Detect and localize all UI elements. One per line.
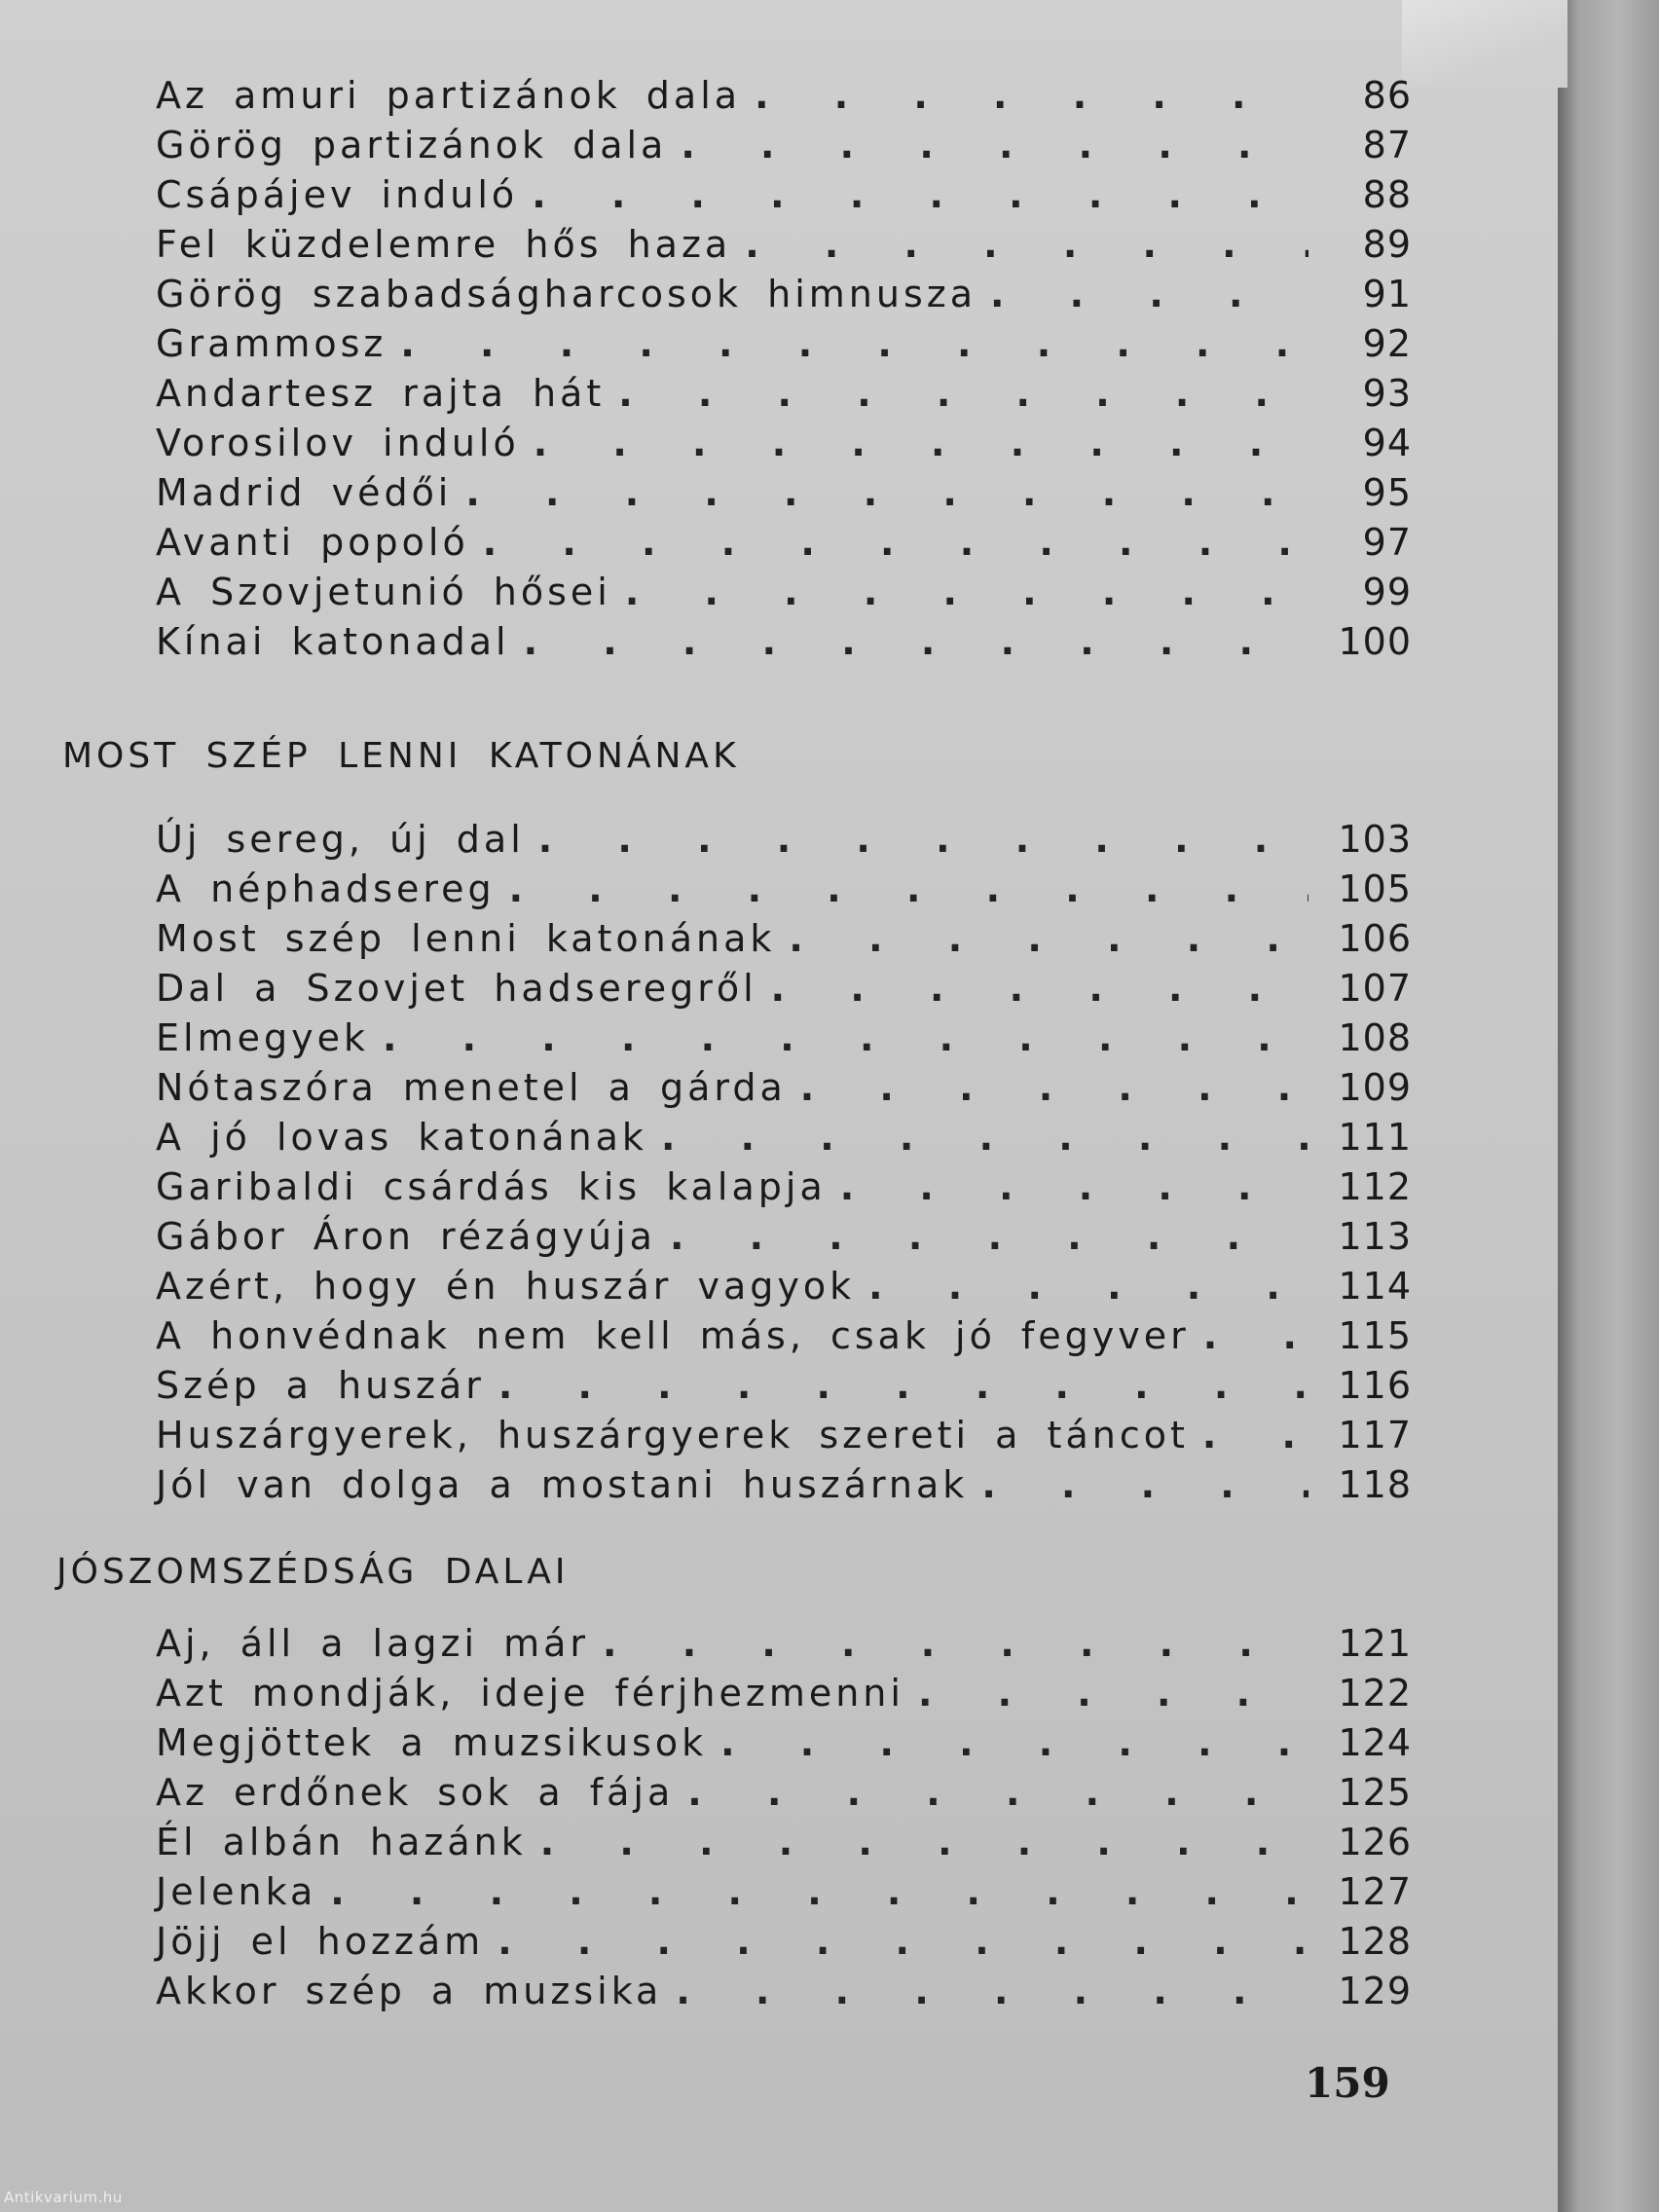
toc-entry: [156, 1215, 1412, 1264]
toc-entry: [156, 917, 1412, 966]
toc-entry-title: A honvédnak nem kell más, csak jó fegyver: [156, 1314, 1190, 1357]
toc-entry-title: Jól van dolga a mostani huszárnak: [156, 1463, 969, 1506]
toc-entry-title: Fel küzdelemre hős haza: [156, 223, 732, 266]
dot-leader: [800, 1066, 1309, 1109]
toc-entry-title: Akkor szép a muzsika: [156, 1970, 663, 2012]
dot-leader: [509, 867, 1309, 910]
toc-entry-title: Nótaszóra menetel a gárda: [156, 1066, 787, 1109]
dot-leader: [981, 1463, 1309, 1506]
toc-entry-page: 86: [1362, 74, 1412, 117]
dot-leader: [483, 521, 1309, 564]
dot-leader: [990, 273, 1309, 315]
toc-entry-page: 91: [1362, 273, 1412, 315]
dot-leader: [534, 422, 1309, 464]
toc-entry-page: 115: [1338, 1314, 1412, 1357]
toc-entry-page: 112: [1338, 1165, 1412, 1208]
toc-entry: [156, 1821, 1412, 1869]
toc-entry-title: Huszárgyerek, huszárgyerek szereti a táncot: [156, 1414, 1189, 1456]
toc-entry-page: 87: [1362, 124, 1412, 166]
toc-entry: [156, 1870, 1412, 1919]
toc-entry-title: Aj, áll a lagzi már: [156, 1622, 590, 1665]
toc-entry-title: Az erdőnek sok a fája: [156, 1771, 675, 1814]
toc-entry-page: 111: [1338, 1116, 1412, 1159]
toc-entry: [156, 1771, 1412, 1820]
toc-entry-title: Kínai katonadal: [156, 620, 510, 663]
dot-leader: [1202, 1414, 1309, 1456]
toc-entry-page: 108: [1338, 1016, 1412, 1059]
toc-entry-page: 126: [1338, 1821, 1412, 1863]
dot-leader: [383, 1016, 1309, 1059]
dot-leader: [330, 1870, 1309, 1913]
toc-entry: [156, 620, 1412, 669]
toc-entry-title: Most szép lenni katonának: [156, 917, 776, 960]
dot-leader: [498, 1920, 1309, 1963]
toc-entry-title: Azért, hogy én huszár vagyok: [156, 1265, 856, 1308]
toc-entry-page: 114: [1338, 1265, 1412, 1308]
dot-leader: [625, 571, 1309, 613]
section-heading: JÓSZOMSZÉDSÁG DALAI: [56, 1552, 570, 1592]
toc-entry-page: 117: [1338, 1414, 1412, 1456]
page-corner: [1402, 0, 1567, 88]
dot-leader: [400, 322, 1309, 365]
toc-entry-page: 127: [1338, 1870, 1412, 1913]
toc-entry: [156, 571, 1412, 619]
toc-entry-page: 129: [1338, 1970, 1412, 2012]
toc-entry: [156, 471, 1412, 520]
toc-entry-title: A Szovjetunió hősei: [156, 571, 611, 613]
toc-entry-title: Új sereg, új dal: [156, 818, 525, 861]
dot-leader: [676, 1970, 1309, 2012]
toc-entry-title: Szép a huszár: [156, 1364, 485, 1407]
toc-entry-title: Gábor Áron rézágyúja: [156, 1215, 656, 1258]
dot-leader: [538, 818, 1309, 861]
toc-entry-page: 105: [1338, 867, 1412, 910]
toc-entry: [156, 1265, 1412, 1313]
toc-entry-page: 93: [1362, 372, 1412, 415]
toc-entry: [156, 1364, 1412, 1413]
dot-leader: [755, 74, 1309, 117]
toc-entry-page: 116: [1338, 1364, 1412, 1407]
toc-entry-title: Madrid védői: [156, 471, 453, 514]
watermark: Antikvarium.hu: [4, 2189, 123, 2206]
toc-entry: [156, 521, 1412, 570]
toc-entry: [156, 1622, 1412, 1671]
toc-entry-page: 97: [1362, 521, 1412, 564]
toc-entry: [156, 422, 1412, 470]
toc-entry-page: 95: [1362, 471, 1412, 514]
toc-entry-page: 103: [1338, 818, 1412, 861]
toc-entry-page: 109: [1338, 1066, 1412, 1109]
toc-entry: [156, 1970, 1412, 2018]
toc-entry-page: 88: [1362, 173, 1412, 216]
dot-leader: [840, 1165, 1309, 1208]
toc-entry-title: Grammosz: [156, 322, 387, 365]
toc-entry: [156, 867, 1412, 916]
toc-entry-title: A néphadsereg: [156, 867, 496, 910]
dot-leader: [532, 173, 1309, 216]
toc-entry: [156, 273, 1412, 321]
toc-entry-title: Garibaldi csárdás kis kalapja: [156, 1165, 827, 1208]
page-number: 159: [1305, 2059, 1390, 2107]
toc-entry: [156, 173, 1412, 222]
toc-entry-title: Görög partizánok dala: [156, 124, 668, 166]
dot-leader: [771, 967, 1309, 1010]
toc-entry: [156, 223, 1412, 272]
toc-entry-page: 118: [1338, 1463, 1412, 1506]
dot-leader: [498, 1364, 1309, 1407]
dot-leader: [524, 620, 1309, 663]
toc-entry-title: Elmegyek: [156, 1016, 369, 1059]
toc-entry-page: 124: [1338, 1721, 1412, 1764]
dot-leader: [603, 1622, 1309, 1665]
toc-entry: [156, 1721, 1412, 1770]
dot-leader: [745, 223, 1309, 266]
dot-leader: [868, 1265, 1309, 1308]
dot-leader: [465, 471, 1309, 514]
toc-entry: [156, 1314, 1412, 1363]
toc-entry-page: 122: [1338, 1672, 1412, 1714]
toc-entry-title: Jöjj el hozzám: [156, 1920, 485, 1963]
toc-entry: [156, 1165, 1412, 1214]
toc-entry-title: Vorosilov induló: [156, 422, 520, 464]
dot-leader: [789, 917, 1309, 960]
dot-leader: [681, 124, 1309, 166]
dot-leader: [670, 1215, 1309, 1258]
toc-entry-title: Avanti popoló: [156, 521, 469, 564]
dot-leader: [1203, 1314, 1309, 1357]
dot-leader: [687, 1771, 1309, 1814]
toc-entry: [156, 74, 1412, 123]
toc-entry-page: 89: [1362, 223, 1412, 266]
toc-entry: [156, 1414, 1412, 1462]
toc-entry: [156, 372, 1412, 421]
toc-entry-page: 121: [1338, 1622, 1412, 1665]
toc-entry: [156, 1920, 1412, 1969]
toc-entry-page: 113: [1338, 1215, 1412, 1258]
toc-entry-page: 99: [1362, 571, 1412, 613]
toc-entry-title: Az amuri partizánok dala: [156, 74, 742, 117]
toc-entry-page: 128: [1338, 1920, 1412, 1963]
toc-entry: [156, 818, 1412, 866]
toc-entry-title: Görög szabadságharcosok himnusza: [156, 273, 977, 315]
toc-entry-title: Andartesz rajta hát: [156, 372, 606, 415]
toc-entry-title: Él albán hazánk: [156, 1821, 527, 1863]
toc-entry-title: Csápájev induló: [156, 173, 519, 216]
toc-entry: [156, 967, 1412, 1015]
dot-leader: [720, 1721, 1309, 1764]
toc-entry-title: Dal a Szovjet hadseregről: [156, 967, 757, 1010]
toc-entry-page: 106: [1338, 917, 1412, 960]
toc-entry: [156, 1016, 1412, 1065]
dot-leader: [618, 372, 1309, 415]
toc-entry-page: 107: [1338, 967, 1412, 1010]
toc-entry-page: 94: [1362, 422, 1412, 464]
toc-entry: [156, 1066, 1412, 1115]
toc-entry: [156, 1463, 1412, 1512]
toc-entry: [156, 1116, 1412, 1164]
toc-entry-page: 100: [1338, 620, 1412, 663]
toc-entry-page: 92: [1362, 322, 1412, 365]
toc-entry: [156, 322, 1412, 371]
toc-entry-title: Megjöttek a muzsikusok: [156, 1721, 708, 1764]
toc-entry-page: 125: [1338, 1771, 1412, 1814]
toc-entry-title: Azt mondják, ideje férjhezmenni: [156, 1672, 904, 1714]
dot-leader: [918, 1672, 1309, 1714]
toc-entry: [156, 124, 1412, 172]
dot-leader: [540, 1821, 1309, 1863]
toc-entry-title: Jelenka: [156, 1870, 317, 1913]
page-edge-shadow: [1558, 0, 1659, 2212]
dot-leader: [661, 1116, 1309, 1159]
toc-entry-title: A jó lovas katonának: [156, 1116, 647, 1159]
toc-entry: [156, 1672, 1412, 1720]
section-heading: MOST SZÉP LENNI KATONÁNAK: [62, 736, 740, 776]
